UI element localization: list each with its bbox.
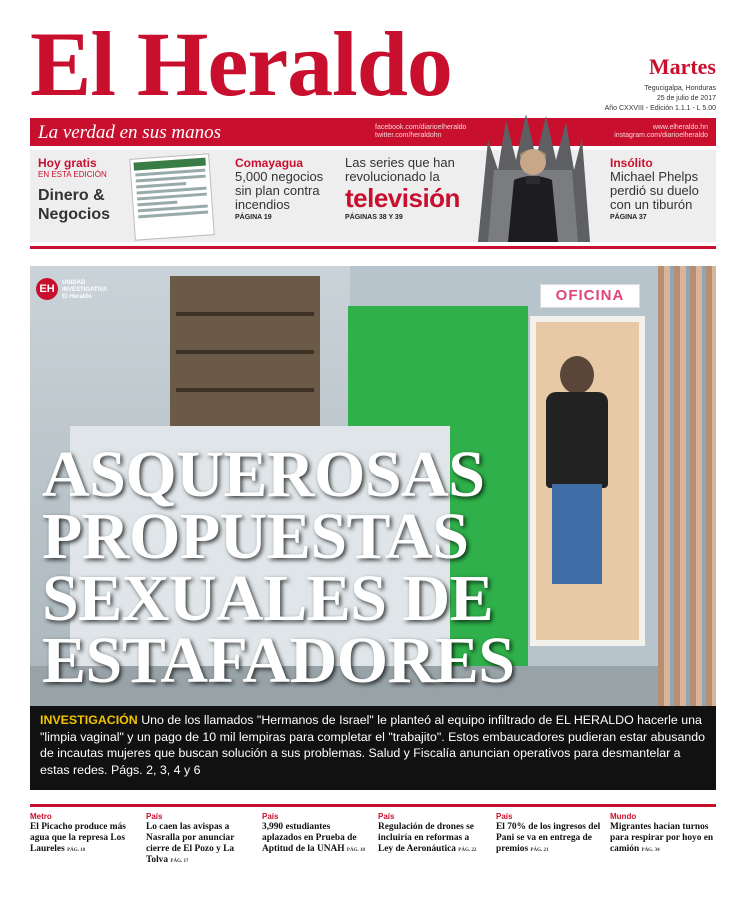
teaser-page: PÁG. 22 [458,848,477,853]
lead-story-summary[interactable] [30,706,716,790]
teaser-headline: Regulación de drones se incluiría en reformas a Ley de Aeronáutica [378,822,474,854]
teaser-section: País [496,812,513,821]
edition-number: Año CXXVIII - Edición 1.1.1 - L 5.00 [604,105,716,112]
edition-date: 25 de julio de 2017 [656,95,716,102]
twitter-link[interactable]: twitter.com/heraldohn [375,132,442,139]
tagline: La verdad en sus manos [38,122,221,143]
teaser-headline: 3,990 estudiantes aplazados en Prueba de Aptitud de la UNAH [262,822,357,854]
promo-phelps-line-1: Michael Phelps [610,169,699,184]
promo-series-pages: PÁGINAS 38 Y 39 [345,214,403,221]
investigative-unit-badge [36,278,126,306]
teaser-section: País [146,812,163,821]
headline-line-2: PROPUESTAS [42,500,469,573]
badge-line-3: El Heraldo [62,294,92,300]
teaser-row [30,812,716,892]
teaser-item[interactable] [496,812,604,856]
teaser-page: PÁG. 18 [346,848,365,853]
headline-line-4: ESTAFADORES [42,624,515,697]
promo-phelps-kicker: Insólito [610,156,653,170]
promo-series[interactable] [345,156,460,221]
badge-line-1: UNIDAD [62,280,86,286]
teaser-item[interactable] [30,812,138,856]
summary-text: Uno de los llamados "Hermanos de Israel" le planteó al equipo infiltrado de EL HERALDO hacerle una "limpia vaginal" y un pago de 10 mil lempiras para completar el "trabajito". Estos embaucadores pudieran estar abusando de incautas mujeres que buscan solución a sus problemas. Salud y Fiscalía anuncian operativos para desmantelar a estas redes. Págs. 2, 3, 4 y 6 [40,713,706,777]
eh-logo-icon: EH [36,278,58,300]
teaser-page: PÁG. 34 [641,848,660,853]
promo-comayagua-kicker: Comayagua [235,156,304,170]
section-divider [30,246,716,249]
headline-line-1: ASQUEROSAS [42,438,485,511]
teaser-page: PÁG. 17 [170,859,189,864]
bottom-divider [30,804,716,807]
teaser-section: País [262,812,279,821]
promo-phelps-pages: PÁGINA 37 [610,214,647,221]
promo-supplement[interactable] [38,156,110,224]
newspaper-logo[interactable]: El Heraldo [30,13,452,115]
teaser-section: Mundo [610,812,637,821]
promo-phelps[interactable] [610,156,699,221]
edition-location: Tegucigalpa, Honduras [644,85,716,92]
promo-series-title: televisión [345,183,460,213]
promo-comayagua-pages: PÁGINA 19 [235,214,272,221]
promo-supplement-title-1: Dinero & [38,187,105,204]
lead-story-photo[interactable] [30,266,716,706]
teaser-headline: Migrantes hacían turnos para respirar por hoyo en camión [610,822,714,854]
website-link[interactable]: www.elheraldo.hn [652,124,708,131]
promo-comayagua[interactable] [235,156,323,221]
promo-phelps-line-3: con un tiburón [610,197,693,212]
promo-supplement-sub: EN ESTA EDICIÓN [38,170,107,179]
summary-kicker: INVESTIGACIÓN [40,713,138,727]
teaser-page: PÁG. 21 [530,848,549,853]
teaser-item[interactable] [146,812,254,867]
teaser-headline: El 70% de los ingresos del Pani se va en entrega de premios [496,822,601,854]
shelf-image [170,276,320,426]
promo-supplement-title-2: Negocios [38,206,111,223]
masthead [30,14,720,124]
teaser-section: País [378,812,395,821]
throne-character-image [468,110,598,242]
teaser-item[interactable] [262,812,370,856]
promo-phelps-line-2: perdió su duelo [610,183,699,198]
blurred-person-image [542,356,612,596]
badge-line-2: INVESTIGATIVA [62,287,108,293]
headline-line-3: SEXUALES DE [42,562,494,635]
edition-day: Martes [648,54,716,79]
office-sign: OFICINA [540,284,640,308]
promo-series-line-1: Las series que han [345,155,455,170]
teaser-page: PÁG. 10 [67,848,86,853]
promo-series-line-2: revolucionado la [345,169,440,184]
web-links [588,124,708,140]
tagline-bar [30,118,716,146]
teaser-item[interactable] [378,812,486,856]
instagram-link[interactable]: instagram.com/diarioelheraldo [614,132,708,139]
facebook-link[interactable]: facebook.com/diarioelheraldo [375,124,467,131]
supplement-cover-image [129,153,215,240]
teaser-headline: El Picacho produce más agua que la represa Los Laureles [30,822,126,854]
promo-comayagua-line-3: incendios [235,197,290,212]
teaser-section: Metro [30,812,52,821]
promo-supplement-kicker: Hoy gratis [38,156,97,170]
promo-strip [30,150,716,242]
lead-headline[interactable] [42,438,515,697]
promo-comayagua-line-1: 5,000 negocios [235,169,324,184]
teaser-headline: Lo caen las avispas a Nasralla por anunciar cierre de El Pozo y La Tolva [146,822,235,865]
teaser-item[interactable] [610,812,718,856]
promo-comayagua-line-2: sin plan contra [235,183,320,198]
